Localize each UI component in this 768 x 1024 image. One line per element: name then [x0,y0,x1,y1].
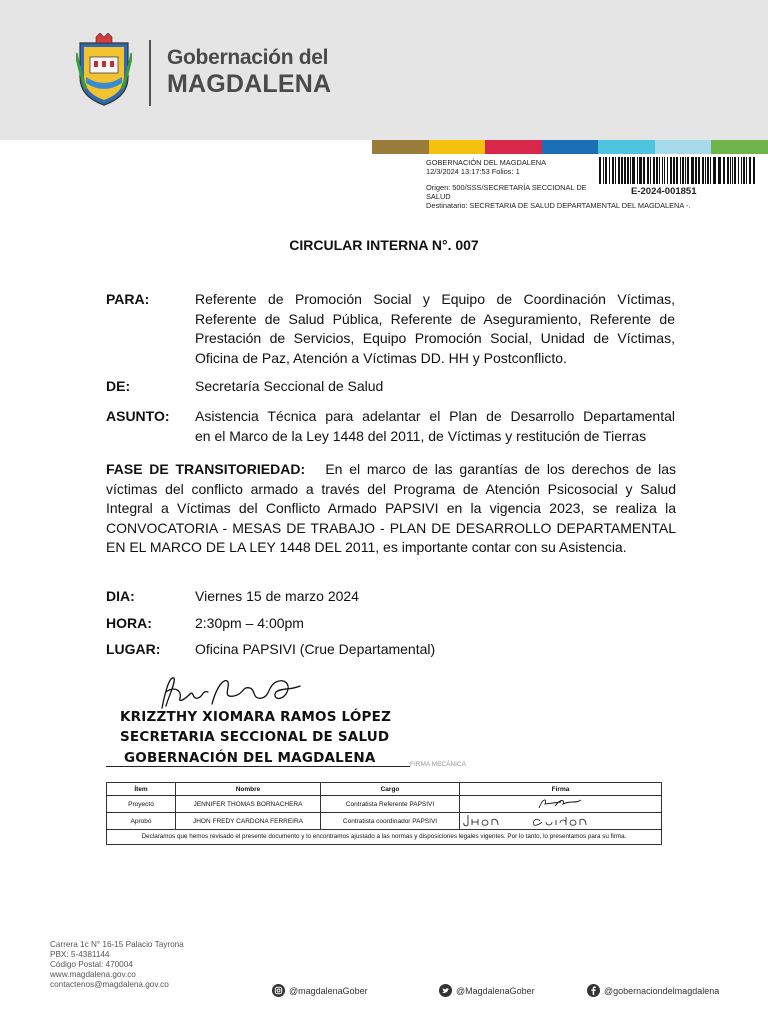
fase-paragraph [106,460,676,558]
barcode-image [599,157,757,184]
social-facebook[interactable] [587,984,719,997]
table-row [107,813,662,830]
signature-line [106,766,410,767]
initials-signature [531,796,591,810]
row-item: Proyectó [107,796,176,813]
row-firma [460,813,662,830]
de-value: Secretaría Seccional de Salud [195,378,384,394]
color-stripe-segment [711,140,768,154]
color-stripe-segment [429,140,486,154]
color-stripe-segment [598,140,655,154]
fase-text: En el marco de las garantías de los derechos de las víctimas del conflicto armado a través del Programa de Atención Psicosocial y Salud Integral a Víctimas del Conflicto Armado PAPSIVI en la vigencia 2023, se realiza la CONVOCATORIA - MESAS DE TRABAJO - PLAN DE DESARROLLO DEPARTAMENTAL EN EL MARCO DE LA LEY 1448 DEL 2011, es importante contar con su Asistencia. [106,461,676,555]
para-label: PARA: [106,291,150,307]
color-stripe-segment [542,140,599,154]
dia-value: Viernes 15 de marzo 2024 [195,588,359,604]
para-recipients [195,290,675,368]
gov-name-line1: Gobernación del [167,46,329,69]
facebook-handle: @gobernaciondelmagdalena [604,985,720,996]
col-header-item: Ítem [107,783,176,796]
fase-label: FASE DE TRANSITORIEDAD: [106,461,306,477]
radicado-date: 12/3/2024 13:17:53 Folios: 1 [426,167,520,177]
color-stripe-segment [485,140,542,154]
footer-address: Carrera 1c N° 16-15 Palacio Tayrona [50,940,184,949]
facebook-icon [587,984,600,997]
radicado-origin: Origen: 500/SSS/SECRETARÍA SECCIONAL DE [426,182,587,192]
de-label: DE: [106,378,131,394]
twitter-icon [439,984,452,997]
review-table [106,782,662,845]
row-nombre: JHON FREDY CARDONA FERREIRA [176,813,321,830]
declaration-row [107,830,662,845]
social-instagram[interactable] [272,984,368,997]
signer-name: KRIZZTHY XIOMARA RAMOS LÓPEZ [120,709,392,725]
radicado-entity: GOBERNACIÓN DEL MAGDALENA [426,158,547,167]
col-header-cargo: Cargo [321,783,460,796]
para-line: Oficina de Paz, Atención a Víctimas DD. HH y Postconflicto. [195,349,567,366]
para-line: Prestación de Servicios, Equipo Promoción Social, Unidad de Víctimas, [195,330,675,346]
firma-mecanica-label: FIRMA MECÁNICA [410,761,466,768]
color-stripe-segment [655,140,712,154]
social-twitter[interactable] [439,984,535,997]
table-row [107,796,662,813]
handwritten-signature-small [462,813,592,827]
hora-value: 2:30pm – 4:00pm [195,615,304,631]
para-line: Referente de Salud Pública, Referente de Aseguramiento, Referente de [195,310,675,327]
footer-contact [50,940,184,990]
instagram-icon [272,984,285,997]
header-divider [149,40,151,106]
row-firma [460,796,662,813]
gov-name-line2: MAGDALENA [167,70,332,98]
signer-entity: GOBERNACIÓN DEL MAGDALENA [124,750,376,766]
footer-postal: Código Postal: 470004 [50,960,133,969]
asunto-line: Asistencia Técnica para adelantar el Plan de Desarrollo Departamental [195,408,675,424]
declaration-text: Declaramos que hemos revisado el presente documento y lo encontramos ajustado a las normas y disposiciones legales vigentes. Por lo tanto, lo presentamos para su firma. [107,830,662,845]
radicado-destination: Destinatario: SECRETARIA DE SALUD DEPARTAMENTAL DEL MAGDALENA -. [426,201,691,211]
footer-email[interactable]: contactenos@magdalena.gov.co [50,980,169,989]
signer-role: SECRETARIA SECCIONAL DE SALUD [120,729,390,745]
lugar-label: LUGAR: [106,641,161,657]
instagram-handle: @magdalenaGober [289,985,368,996]
row-nombre: JENNIFER THOMAS BORNACHERA [176,796,321,813]
letterhead-header [0,0,768,140]
para-line: Referente de Promoción Social y Equipo de Coordinación Víctimas, [195,291,675,307]
handwritten-signature [152,668,312,714]
row-item: Aprobó [107,813,176,830]
row-cargo: Contratista coordinador PAPSIVI [321,813,460,830]
col-header-firma: Firma [460,783,662,796]
col-header-nombre: Nombre [176,783,321,796]
document-title: CIRCULAR INTERNA N°. 007 [289,237,479,253]
twitter-handle: @MagdalenaGober [456,985,535,996]
color-stripe-segment [372,140,429,154]
hora-label: HORA: [106,615,152,631]
footer-pbx: PBX: 5-4381144 [50,950,110,959]
asunto-line: en el Marco de la Ley 1448 del 2011, de Víctimas y restitución de Tierras [195,427,647,444]
dia-label: DIA: [106,588,135,604]
coat-of-arms-logo [76,33,132,107]
asunto-text [195,407,675,446]
footer-web[interactable]: www.magdalena.gov.co [50,970,136,979]
lugar-value: Oficina PAPSIVI (Crue Departamental) [195,641,436,657]
asunto-label: ASUNTO: [106,408,170,424]
color-stripe-bar [372,140,768,154]
radicado-origin-cont: SALUD [426,191,451,201]
row-cargo: Contratista Referente PAPSIVI [321,796,460,813]
radicado-number: E-2024-001851 [631,186,697,197]
table-header-row [107,783,662,796]
